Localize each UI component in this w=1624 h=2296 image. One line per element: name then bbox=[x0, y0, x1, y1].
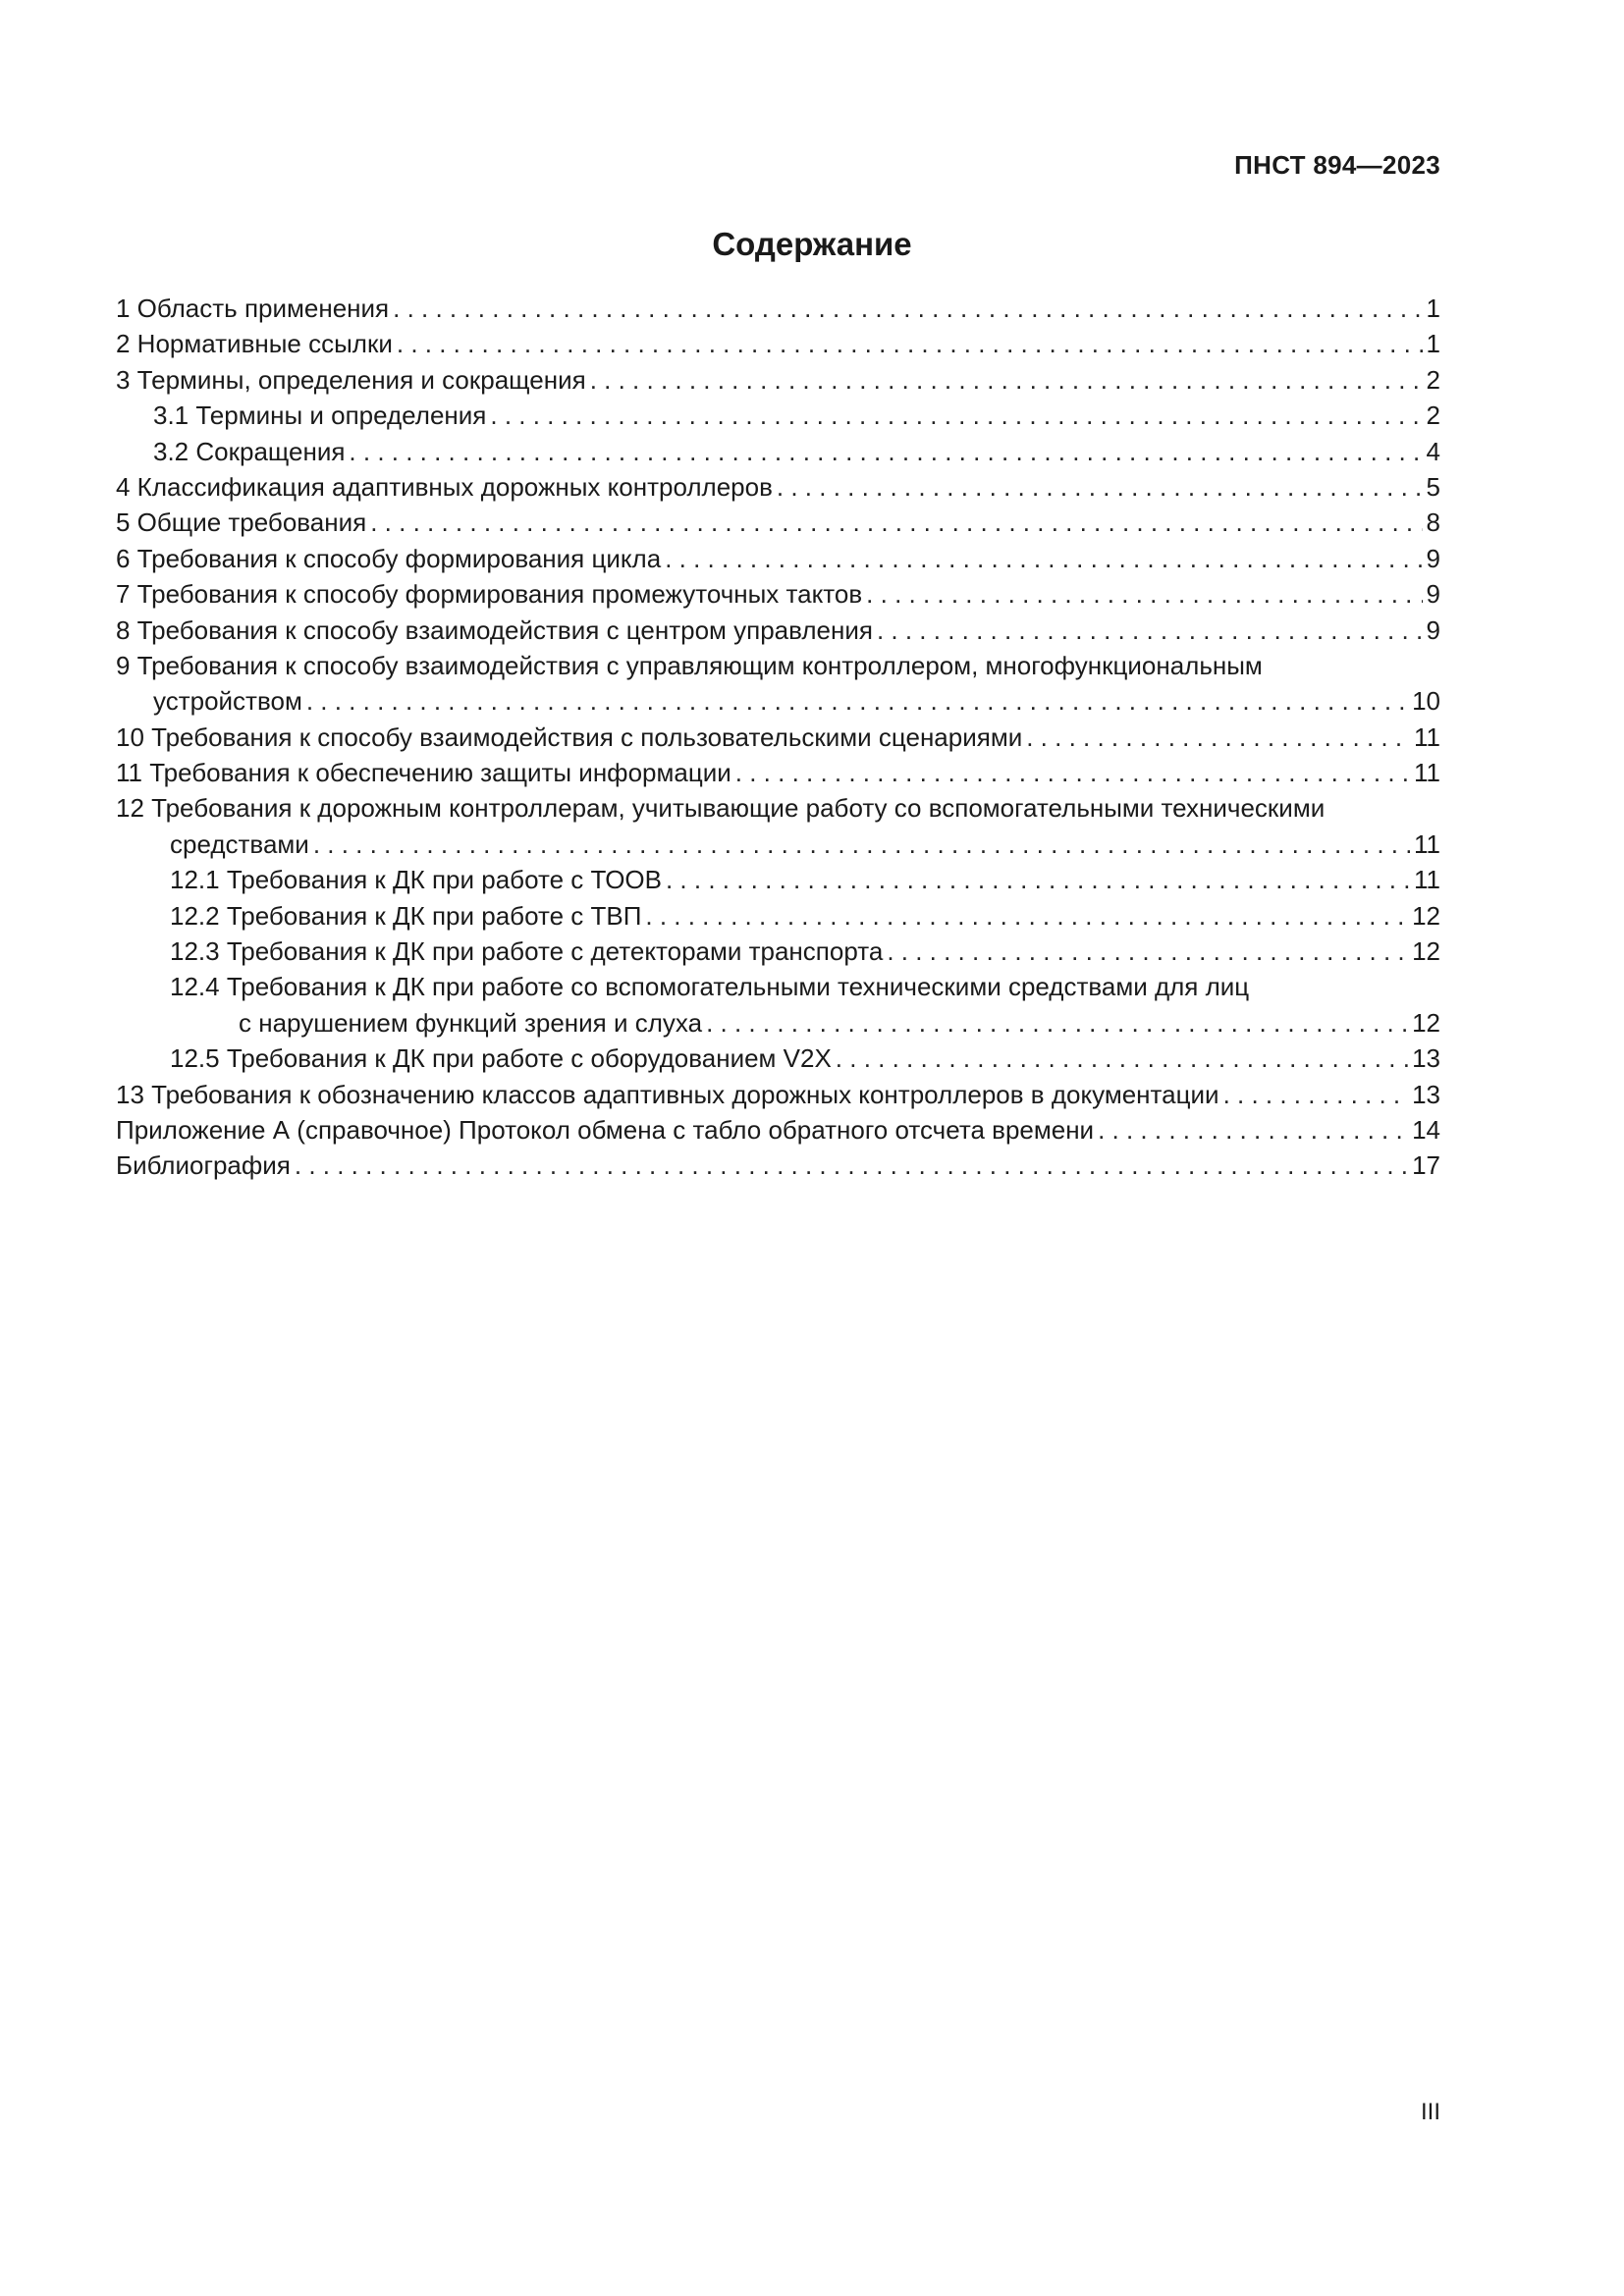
table-of-contents bbox=[116, 291, 1440, 1184]
standard-number: ПНСТ 894—2023 bbox=[1234, 150, 1440, 180]
page-number: III bbox=[1420, 2099, 1440, 2125]
toc-entry-12-4[interactable]: 12.4 Требования к ДК при работе со вспомогательными техническими средствами для лиц bbox=[170, 972, 1250, 1002]
toc-entry-9[interactable]: 9 Требования к способу взаимодействия с управляющим контроллером, многофункциональным bbox=[116, 650, 1263, 680]
toc-entry-8[interactable]: 8 Требования к способу взаимодействия с центром управления . . . 9 bbox=[116, 613, 1440, 648]
toc-entry-12-cont[interactable]: средствами . . . 11 bbox=[116, 827, 1440, 862]
toc-entry-5[interactable]: 5 Общие требования . . . 8 bbox=[116, 505, 1440, 540]
toc-title: Содержание bbox=[712, 226, 912, 262]
toc-entry-13[interactable]: 13 Требования к обозначению классов адаптивных дорожных контроллеров в документации . . . 13 bbox=[116, 1077, 1440, 1112]
toc-entry-appendix-a[interactable]: Приложение А (справочное) Протокол обмена с табло обратного отсчета времени . . . 14 bbox=[116, 1112, 1440, 1148]
toc-entry-12-1[interactable]: 12.1 Требования к ДК при работе с ТООВ . . . 11 bbox=[116, 862, 1440, 897]
toc-entry-12-4-cont[interactable]: с нарушением функций зрения и слуха . . . 12 bbox=[116, 1005, 1440, 1041]
toc-entry-11[interactable]: 11 Требования к обеспечению защиты информации . . . 11 bbox=[116, 755, 1440, 790]
toc-entry-12-2[interactable]: 12.2 Требования к ДК при работе с ТВП . . . 12 bbox=[116, 898, 1440, 934]
toc-entry-12-5[interactable]: 12.5 Требования к ДК при работе с оборудованием V2X . . . 13 bbox=[116, 1041, 1440, 1076]
toc-entry-12[interactable]: 12 Требования к дорожным контроллерам, учитывающие работу со вспомогательными техническими bbox=[116, 793, 1326, 824]
toc-entry-4[interactable]: 4 Классификация адаптивных дорожных контроллеров . . . 5 bbox=[116, 469, 1440, 505]
toc-entry-1[interactable]: 1 Область применения . . . 1 bbox=[116, 291, 1440, 326]
toc-entry-bibliography[interactable]: Библиография . . . 17 bbox=[116, 1148, 1440, 1183]
toc-entry-6[interactable]: 6 Требования к способу формирования цикла . . . 9 bbox=[116, 541, 1440, 576]
toc-entry-2[interactable]: 2 Нормативные ссылки . . . 1 bbox=[116, 326, 1440, 361]
toc-entry-3-2[interactable]: 3.2 Сокращения . . . 4 bbox=[116, 434, 1440, 469]
toc-entry-12-3[interactable]: 12.3 Требования к ДК при работе с детекторами транспорта . . . 12 bbox=[116, 934, 1440, 969]
toc-entry-7[interactable]: 7 Требования к способу формирования промежуточных тактов . . . 9 bbox=[116, 576, 1440, 612]
toc-entry-3[interactable]: 3 Термины, определения и сокращения . . . 2 bbox=[116, 362, 1440, 398]
toc-entry-3-1[interactable]: 3.1 Термины и определения . . . 2 bbox=[116, 398, 1440, 433]
toc-entry-9-cont[interactable]: устройством . . . 10 bbox=[116, 683, 1440, 719]
toc-entry-10[interactable]: 10 Требования к способу взаимодействия с пользовательскими сценариями . . . 11 bbox=[116, 720, 1440, 755]
